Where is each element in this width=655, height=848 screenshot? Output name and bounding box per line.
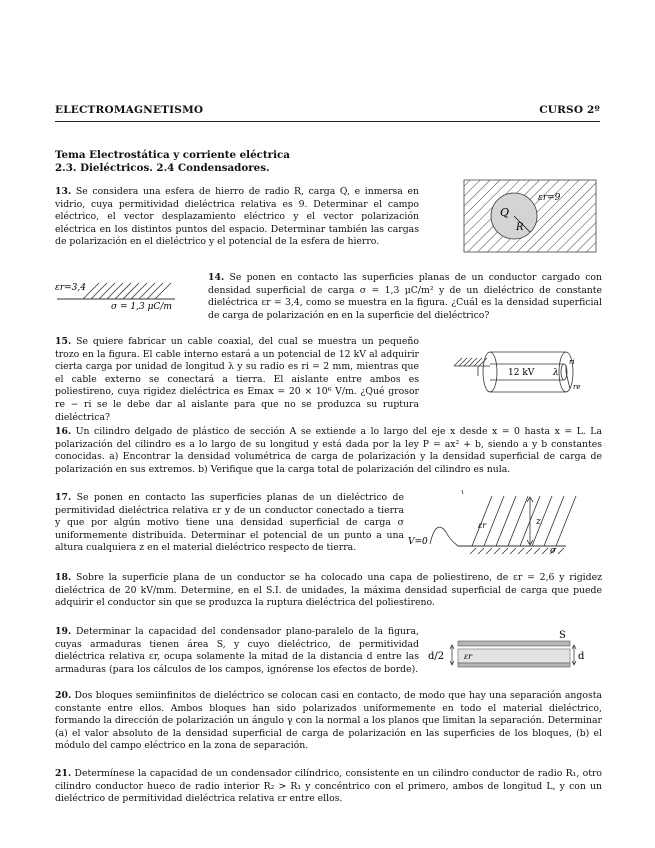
problem-number: 13. [55,186,72,197]
fig13-radius: R [516,222,524,233]
problem-14 [208,272,602,322]
figure-iron-sphere [462,178,602,256]
problem-number: 19. [55,626,72,637]
problem-number: 14. [208,272,225,283]
fig17-eps: εr [478,521,487,530]
problem-text: Se ponen en contacto las superficies planas de un dieléctrico de permitividad dieléctrica relativa εr y de un conductor conectado a tierra y que por algún motivo tiene una densidad superficial de carga σ uniformemente distribuida. Determinar el potencial de un punto a una altura cualquiera z en el material dieléctrico respecto de tierra. [55,492,404,554]
problem-18 [55,572,602,610]
fig17-sigma: σ [550,546,557,556]
problem-15 [55,336,419,424]
figure-parallel-plate-capacitor [428,628,588,672]
header-subject: ELECTROMAGNETISMO [55,104,204,116]
fig15-re: re [573,383,581,391]
problem-20 [55,690,602,753]
problem-16 [55,426,602,476]
problem-number: 21. [55,768,72,779]
topic-title [55,149,290,175]
fig15-ri: ri [569,358,575,366]
topic-line-1: Tema Electrostática y corriente eléctrica [55,149,290,161]
problem-text: Dos bloques semiinfinitos de dieléctrico se colocan casi en contacto, de modo que hay una separación angosta constante entre ellos. Ambos bloques han sido polarizados uniformemente en todo el material dieléctrico, formando la dirección de polarización un ángulo γ con la normal a los planos que limitan la separación. Determinar (a) el valor absoluto de la densidad superficial de carga de polarización en las superficies de los bloques, (b) el módulo del campo eléctrico en la zona de separación. [55,690,602,752]
problem-number: 20. [55,690,72,701]
problem-text: Determinar la capacidad del condensador plano-paralelo de la figura, cuyas armaduras tienen área S, y cuyo dieléctrico, de permitividad dieléctrica relativa εr, ocupa solamente la mitad de la distancia d entre las armaduras (para los cálculos de los campos, ignórense los efectos de borde). [55,626,419,675]
problem-19 [55,626,419,676]
figure-grounded-conductor [406,488,606,560]
fig17-z: z [536,517,541,527]
page-header [55,104,600,120]
fig19-half: d/2 [428,651,445,662]
problem-text: Sobre la superficie plana de un conductor se ha colocado una capa de poliestireno, de εr = 2,6 y rigidez dieléctrica de 20 kV/mm. Determine, en el S.I. de unidades, la máxima densidad superficial de carga que puede adquirir el conductor sin que se produzca la ruptura dieléctrica del poliestireno. [55,572,602,609]
fig15-lambda: λ [553,368,559,378]
fig17-potential: V=0 [408,537,428,547]
problem-text: Un cilindro delgado de plástico de sección A se extiende a lo largo del eje x desde x = 0 hasta x = L. La polarización del cilindro es a lo largo de su longitud y está dada por la ley P = ax² + b, siendo a y b constantes conocidas. a) Encontrar la densidad volumétrica de carga de polarización y la densidad superficial de carga de polarización en sus extremos. b) Verifique que la carga total de polarización del cilindro es nula. [55,426,602,475]
problem-number: 17. [55,492,72,503]
fig13-eps: εr=9 [538,193,561,203]
problem-17 [55,492,404,555]
header-rule [55,121,600,122]
figure-conductor-dielectric [55,280,180,315]
fig19-d: d [578,651,585,662]
figure-coaxial-cable [452,344,602,400]
problem-text: Se considera una esfera de hierro de radio R, carga Q, e inmersa en vidrio, cuya permitividad dieléctrica relativa es 9. Determinar el campo eléctrico, el vector desplazamiento eléctrico y el vector polarización eléctrica en los distintos puntos del espacio. Determinar también las cargas de polarización en el dieléctrico y el potencial de la esfera de hierro. [55,186,419,248]
fig14-eps: εr=3,4 [55,283,86,293]
problem-number: 18. [55,572,72,583]
fig14-sigma: σ = 1,3 μC/m [111,302,172,312]
problem-text: Se quiere fabricar un cable coaxial, del cual se muestra un pequeño trozo en la figura. El cable interno estará a un potencial de 12 kV al adquirir cierta carga por unidad de longitud λ y su radio es ri = 2 mm, mientras que el cable externo se conectará a tierra. El aislante entre ambos es poliestireno, cuya rigidez dieléctrica es Emax = 20 × 10⁶ V/m. ¿Qué grosor re − ri se le debe dar al aislante para que no se produzca su ruptura dieléctrica? [55,336,419,423]
topic-line-2: 2.3. Dieléctricos. 2.4 Condensadores. [55,162,270,174]
fig15-voltage: 12 kV [508,368,535,378]
problem-21 [55,768,602,806]
problem-number: 16. [55,426,72,437]
problem-13 [55,186,419,249]
problem-text: Determínese la capacidad de un condensador cilíndrico, consistente en un cilindro conductor de radio R₁, otro cilindro conductor hueco de radio interior R₂ > R₁ y concéntrico con el primero, ambos de longitud L, y con un dieléctrico de permitividad dieléctrica relativa εr entre ellos. [55,768,602,805]
fig13-charge: Q [500,206,510,219]
header-course: CURSO 2º [539,104,600,116]
problem-number: 15. [55,336,72,347]
fig19-s: S [559,630,566,641]
problem-text: Se ponen en contacto las superficies planas de un conductor cargado con densidad superficial de carga σ = 1,3 μC/m² y de un dieléctrico de constante dieléctrica εr = 3,4, como se muestra en la figura. ¿Cuál es la densidad superficial de carga de polarización en en la superficie del dieléctrico? [208,272,602,321]
fig19-eps: εr [464,652,473,661]
